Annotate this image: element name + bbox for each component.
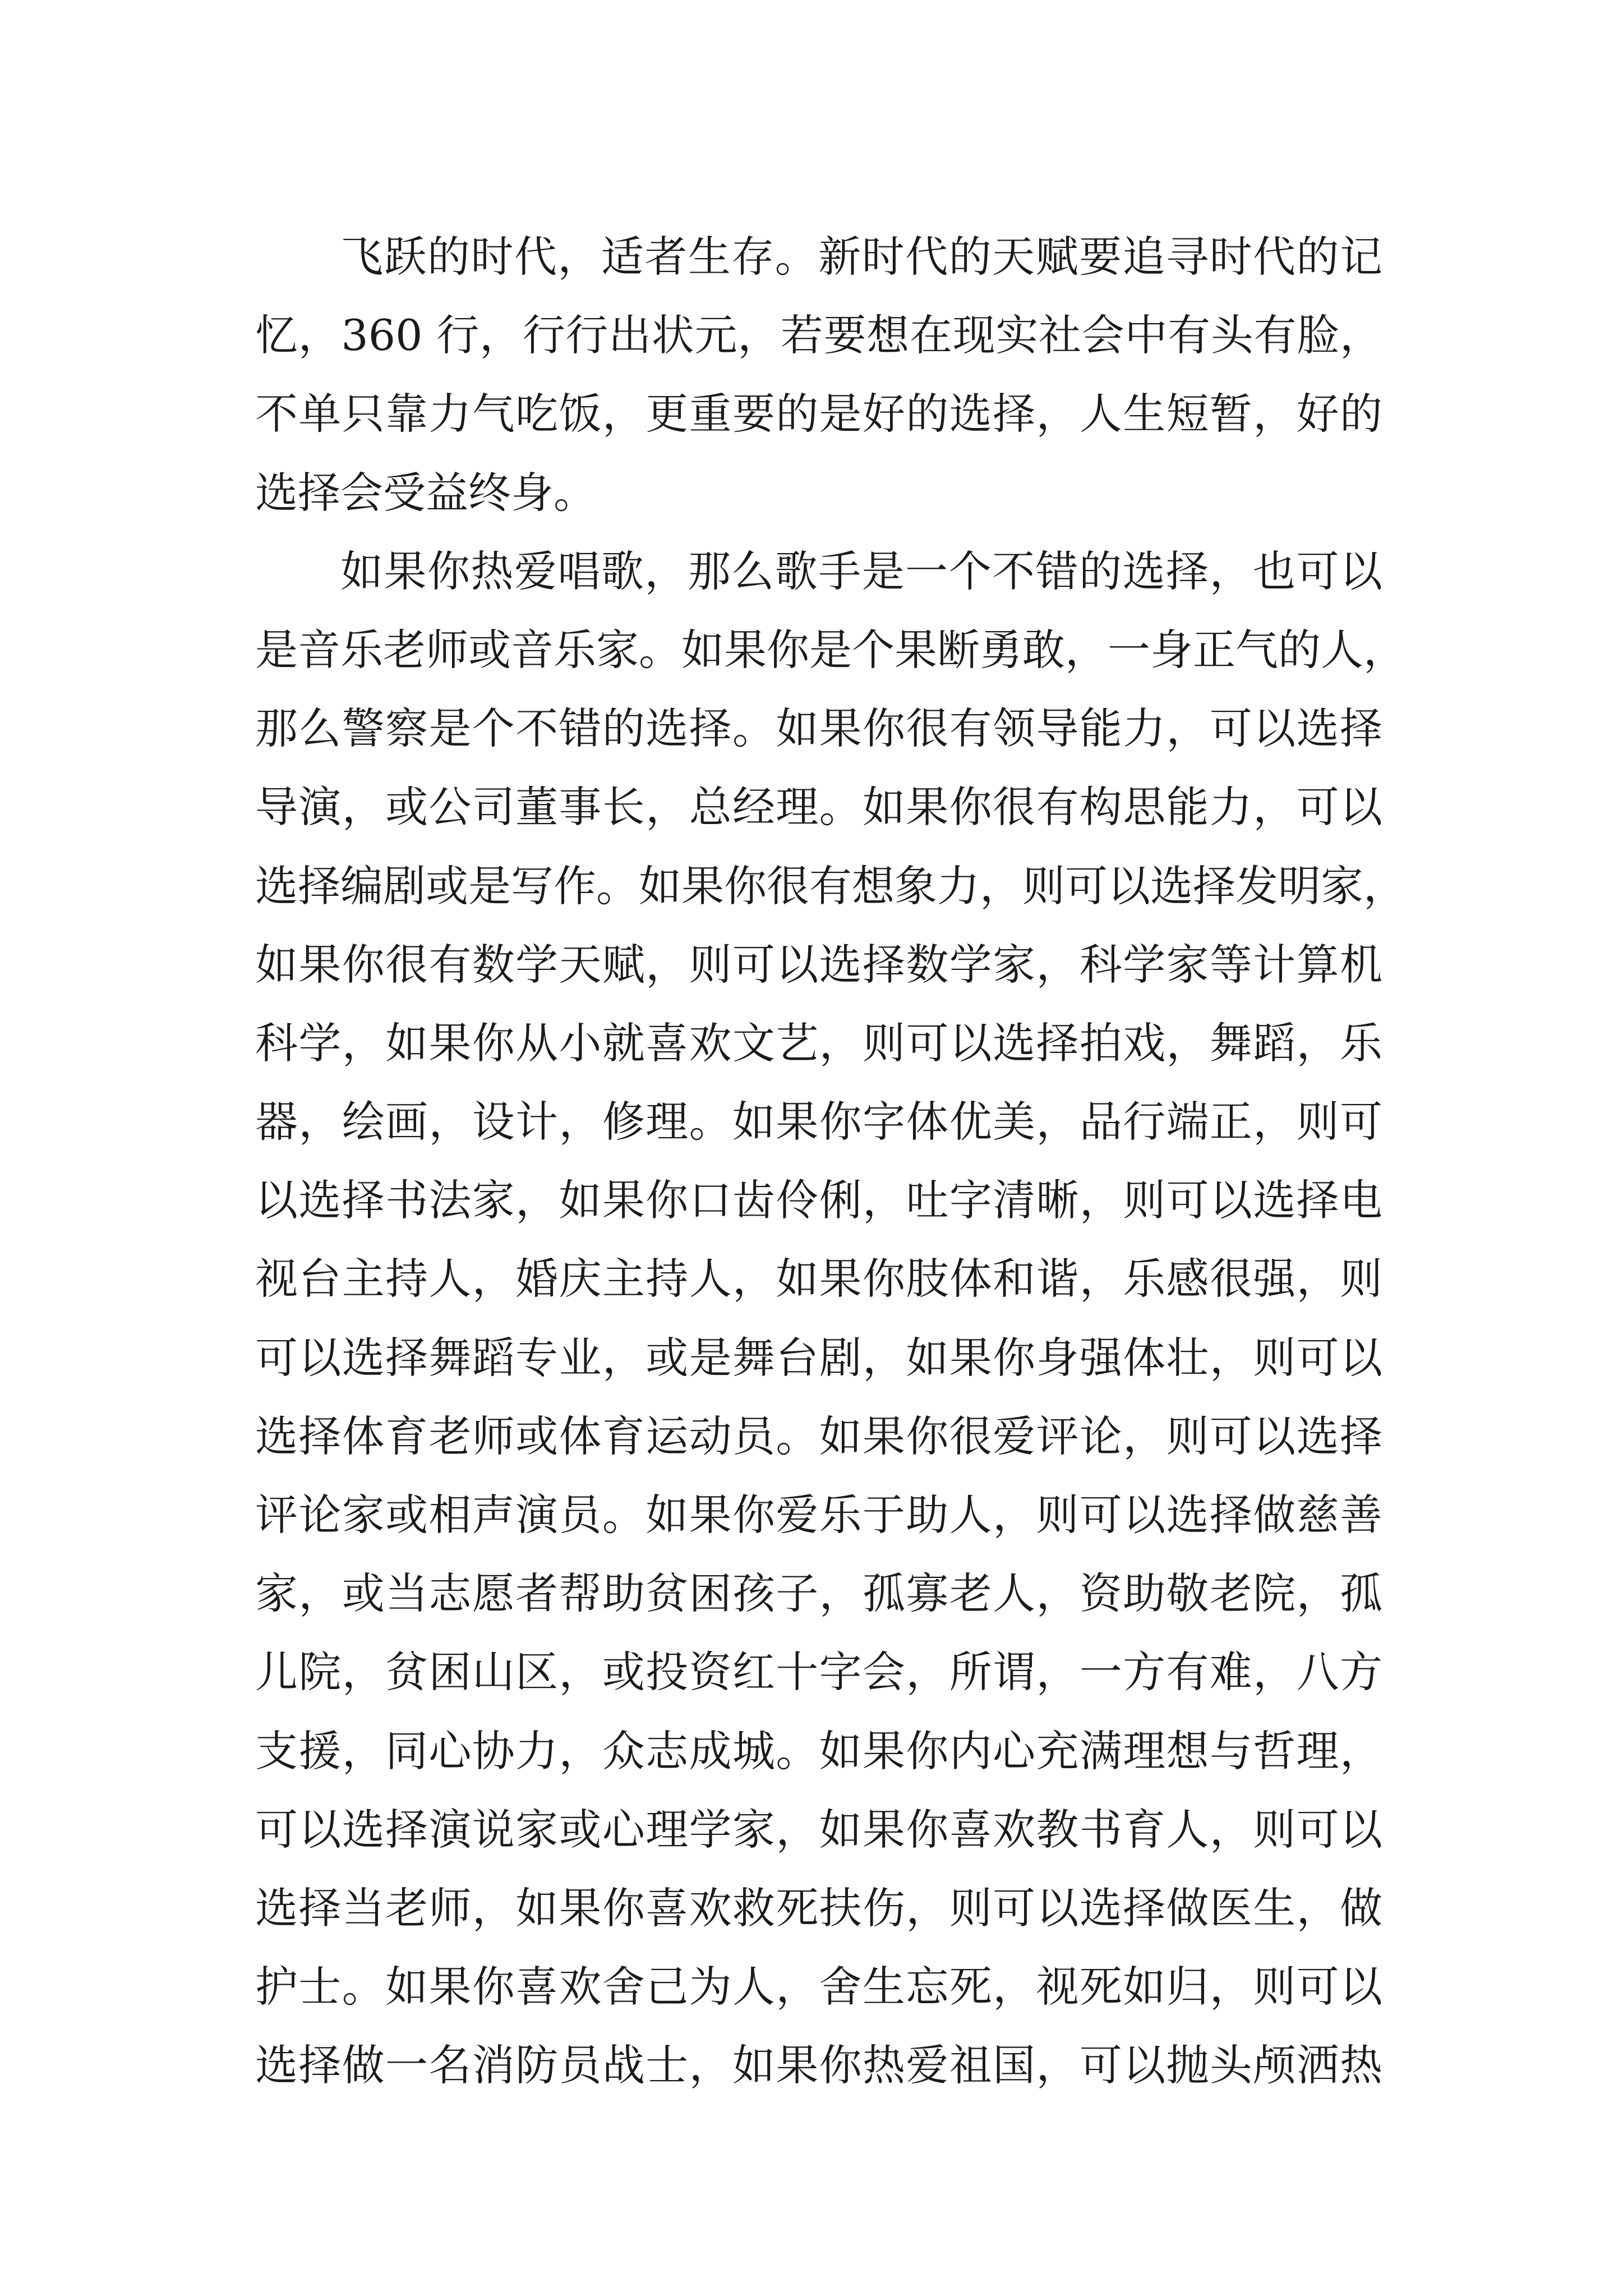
text-line: 儿院，贫困山区，或投资红十字会，所谓，一方有难，八方 [255, 1647, 1382, 1697]
paragraph-1 [255, 218, 1382, 532]
text-line: 以选择书法家，如果你口齿伶俐，吐字清晰，则可以选择电 [255, 1175, 1382, 1226]
paragraph-2 [255, 532, 1406, 2105]
text-line: 飞跃的时代，适者生存。新时代的天赋要追寻时代的记 [340, 232, 1382, 282]
text-line: 选择会受益终身。 [255, 467, 596, 518]
text-line: 选择做一名消防员战士，如果你热爱祖国，可以抛头颅洒热 [255, 2040, 1382, 2091]
text-line: 选择编剧或是写作。如果你很有想象力，则可以选择发明家， [255, 861, 1406, 911]
text-line: 如果你很有数学天赋，则可以选择数学家，科学家等计算机 [255, 939, 1382, 990]
text-line: 科学，如果你从小就喜欢文艺，则可以选择拍戏，舞蹈，乐 [255, 1018, 1382, 1068]
text-line: 那么警察是个不错的选择。如果你很有领导能力，可以选择 [255, 703, 1382, 754]
text-line: 如果你热爱唱歌，那么歌手是一个不错的选择，也可以 [340, 546, 1382, 596]
text-line: 是音乐老师或音乐家。如果你是个果断勇敢，一身正气的人， [255, 624, 1406, 675]
text-line: 不单只靠力气吃饭，更重要的是好的选择，人生短暂，好的 [255, 389, 1382, 439]
body-text [255, 218, 1406, 2105]
text-line: 可以选择演说家或心理学家，如果你喜欢教书育人，则可以 [255, 1804, 1382, 1855]
text-line: 支援，同心协力，众志成城。如果你内心充满理想与哲理， [255, 1726, 1382, 1776]
text-line: 忆，360 行，行行出状元，若要想在现实社会中有头有脸， [255, 310, 1382, 361]
text-line: 护士。如果你喜欢舍己为人，舍生忘死，视死如归，则可以 [255, 1962, 1382, 2012]
text-line: 选择体育老师或体育运动员。如果你很爱评论，则可以选择 [255, 1411, 1382, 1461]
text-line: 家，或当志愿者帮助贫困孩子，孤寡老人，资助敬老院，孤 [255, 1568, 1382, 1619]
text-line: 选择当老师，如果你喜欢救死扶伤，则可以选择做医生，做 [255, 1883, 1382, 1933]
text-line: 可以选择舞蹈专业，或是舞台剧，如果你身强体壮，则可以 [255, 1332, 1382, 1383]
text-line: 评论家或相声演员。如果你爱乐于助人，则可以选择做慈善 [255, 1490, 1382, 1540]
text-line: 视台主持人，婚庆主持人，如果你肢体和谐，乐感很强，则 [255, 1254, 1382, 1304]
text-line: 器，绘画，设计，修理。如果你字体优美，品行端正，则可 [255, 1097, 1382, 1147]
text-line: 导演，或公司董事长，总经理。如果你很有构思能力，可以 [255, 782, 1382, 832]
